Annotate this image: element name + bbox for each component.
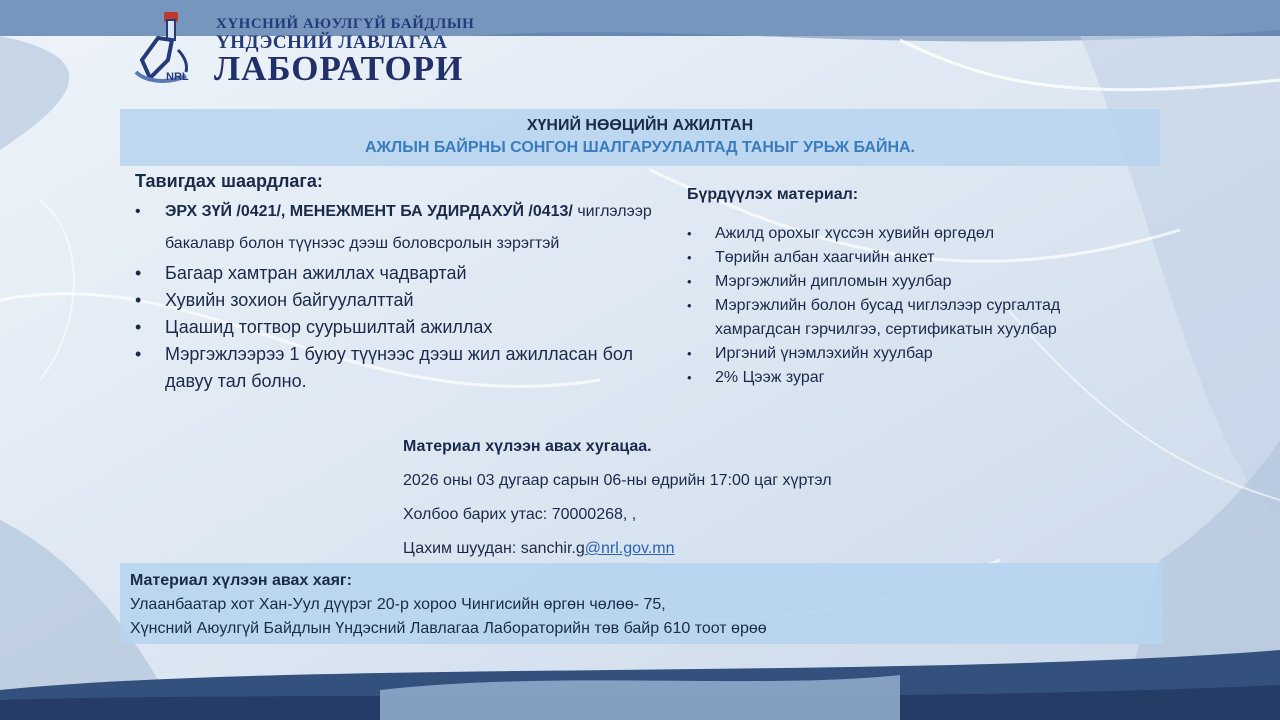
bullet-icon: • (687, 346, 692, 361)
bullet-icon: • (687, 298, 692, 313)
address-title: Материал хүлээн авах хаяг: (130, 572, 352, 589)
header-title: ХҮНИЙ НӨӨЦИЙН АЖИЛТАН (526, 117, 754, 134)
lab-logo (128, 10, 475, 88)
deadline-title: Материал хүлээн авах хугацаа. (403, 438, 652, 455)
bullet-icon: • (135, 263, 142, 283)
material-text: Төрийн албан хаагчийн анкет (715, 249, 935, 266)
materials-list (687, 222, 1147, 390)
logo-line-3: ЛАБОРАТОРИ (214, 49, 464, 88)
materials-section (687, 186, 1147, 390)
bullet-icon: • (135, 290, 142, 310)
material-text: Мэргэжлийн болон бусад чиглэлээр сургалтад хамрагдсан гэрчилгээ, сертификатын хуулбар (715, 297, 1061, 338)
material-text: 2% Цээж зураг (715, 369, 825, 386)
bullet-icon: • (687, 226, 692, 241)
bullet-icon: • (135, 317, 142, 337)
material-text: Иргэний үнэмлэхийн хуулбар (715, 345, 933, 362)
requirements-title: Тавигдах шаардлага: (135, 171, 323, 191)
list-item (135, 260, 655, 287)
bullet-icon: • (135, 344, 142, 364)
requirement-field-codes: ЭРХ ЗҮЙ /0421/, МЕНЕЖМЕНТ БА УДИРДАХУЙ /0413/ (165, 203, 573, 220)
material-text: Мэргэжлийн дипломын хуулбар (715, 273, 952, 290)
bullet-icon: • (687, 274, 692, 289)
list-item (135, 314, 655, 341)
logo-line-1: ХҮНСНИЙ АЮУЛГҮЙ БАЙДЛЫН (216, 16, 475, 32)
requirement-text: Мэргэжлээрээ 1 буюу түүнээс дээш жил ажилласан бол давуу тал болно. (165, 344, 634, 391)
address-line-1: Улаанбаатар хот Хан-Уул дүүрэг 20-р хороо Чингисийн өргөн чөлөө- 75, (130, 596, 666, 613)
address-box (120, 563, 1163, 644)
list-item (135, 196, 655, 260)
bullet-icon: • (687, 250, 692, 265)
list-item (687, 270, 1147, 294)
requirement-degree-text: чиглэлээр бакалавр болон түүнээс дээш боловсролын зэрэгтэй (165, 203, 652, 252)
requirements-section (135, 171, 655, 395)
list-item (135, 287, 655, 314)
list-item (687, 246, 1147, 270)
header-subtitle: АЖЛЫН БАЙРНЫ СОНГОН ШАЛГАРУУЛАЛТАД ТАНЫГ УРЬЖ БАЙНА. (364, 139, 915, 156)
bullet-icon: • (135, 203, 141, 220)
requirement-text: Хувийн зохион байгуулалттай (165, 290, 414, 310)
list-item (687, 366, 1147, 390)
deadline-section (403, 430, 1003, 566)
list-item (135, 341, 655, 395)
materials-title: Бүрдүүлэх материал: (687, 186, 859, 203)
announcement-header (120, 109, 1160, 166)
requirement-text: Багаар хамтран ажиллах чадвартай (165, 263, 467, 283)
address-line-2: Хүнсний Аюулгүй Байдлын Үндэсний Лавлагаа Лабораторийн төв байр 610 тоот өрөө (130, 620, 767, 637)
bullet-icon: • (687, 370, 692, 385)
contact-phone: Холбоо барих утас: 70000268, , (403, 506, 637, 523)
logo-emblem-text: NRL (166, 71, 189, 83)
requirement-text: Цаашид тогтвор суурьшилтай ажиллах (165, 317, 493, 337)
material-text: Ажилд орохыг хүссэн хувийн өргөдөл (715, 225, 995, 242)
contact-email (403, 532, 1003, 566)
list-item (687, 294, 1147, 342)
email-label: Цахим шуудан: sanchir.g (403, 540, 585, 557)
email-link[interactable]: @nrl.gov.mn (584, 540, 675, 557)
lab-flask-icon (128, 10, 214, 84)
list-item (687, 222, 1147, 246)
list-item (687, 342, 1147, 366)
deadline-date: 2026 оны 03 дугаар сарын 06-ны өдрийн 17:00 цаг хүртэл (403, 472, 832, 489)
logo-line-2: ҮНДЭСНИЙ ЛАВЛАГАА (216, 32, 448, 53)
requirements-list (135, 196, 655, 395)
